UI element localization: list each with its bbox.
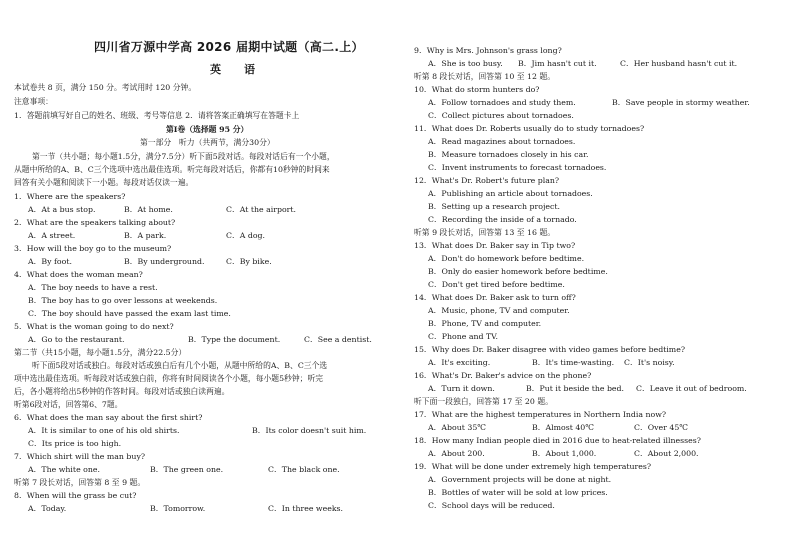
question-13: 13．What does Dr. Baker say in Tip two? xyxy=(414,241,576,250)
option-a: A．Music, phone, TV and computer. xyxy=(428,306,570,315)
option-c: C．Recording the inside of a tornado. xyxy=(428,215,577,224)
option-b: B．At home. xyxy=(124,205,173,214)
option-c: C．Over 45℃ xyxy=(634,423,689,432)
question-15: 15．Why does Dr. Baker disagree with video games before bedtime? xyxy=(414,345,685,354)
option-c: C．Its price is too high. xyxy=(28,439,122,448)
option-c: C．Invent instruments to forecast tornadoes. xyxy=(428,163,607,172)
dialogue-hint: 听第 7 段长对话，回答第 8 至 9 题。 xyxy=(14,478,146,487)
dialogue-hint: 听第 9 段长对话，回答第 13 至 16 题。 xyxy=(414,228,556,237)
notice-line: 1．答题前填写好自己的姓名、班级、考号等信息 2．请将答案正确填写在答题卡上 xyxy=(14,111,300,120)
option-c: C．It's noisy. xyxy=(624,358,675,367)
question-9: 9．Why is Mrs. Johnson's grass long? xyxy=(414,46,562,55)
option-a: A．Turn it down. xyxy=(428,384,495,393)
question-10: 10．What do storm hunters do? xyxy=(414,85,540,94)
question-16: 16．What's Dr. Baker's advice on the phone? xyxy=(414,371,592,380)
option-c: C．By bike. xyxy=(226,257,272,266)
question-4: 4．What does the woman mean? xyxy=(14,270,143,279)
option-b: B．Jim hasn't cut it. xyxy=(518,59,597,68)
option-c: C．School days will be reduced. xyxy=(428,501,555,510)
option-a: A．Go to the restaurant. xyxy=(28,335,125,344)
section2-instructions-line1: 听下面5段对话或独白。每段对话或独白后有几个小题，从题中所给的A、B、C三个选 xyxy=(32,361,328,370)
option-a: A．At a bus stop. xyxy=(28,205,96,214)
question-6: 6．What does the man say about the first shirt? xyxy=(14,413,203,422)
option-a: A．Read magazines about tornadoes. xyxy=(428,137,576,146)
section2-heading: 第二节（共15小题，每小题1.5分，满分22.5分） xyxy=(14,348,187,357)
option-a: A．It is similar to one of his old shirts. xyxy=(28,426,180,435)
option-a: A．About 200. xyxy=(428,449,485,458)
exam-title: 四川省万源中学高 2026 届期中试题（高二.上） xyxy=(94,40,364,54)
volume-heading: 第Ⅰ卷（选择题 95 分） xyxy=(166,125,249,134)
option-a: A．The boy needs to have a rest. xyxy=(28,283,158,292)
option-c: C．About 2,000. xyxy=(634,449,699,458)
option-b: B．Almost 40℃ xyxy=(532,423,594,432)
dialogue-hint: 听第 8 段长对话，回答第 10 至 12 题。 xyxy=(414,72,556,81)
question-19: 19．What will be done under extremely high temperatures? xyxy=(414,462,652,471)
option-c: C．A dog. xyxy=(226,231,266,240)
dialogue-hint: 听第6段对话，回答第6、7题。 xyxy=(14,400,123,409)
question-14: 14．What does Dr. Baker ask to turn off? xyxy=(414,293,576,302)
option-c: C．Don't get tired before bedtime. xyxy=(428,280,565,289)
section1-instructions-line1: 第一节（共小题；每小题1.5分，满分7.5分）听下面5段对话。每段对话后有一个小题， xyxy=(32,152,335,161)
option-a: A．Don't do homework before bedtime. xyxy=(428,254,585,263)
section1-instructions-line2: 从题中所给的A、B、C三个选项中选出最佳选项。听完每段对话后，你都有10秒钟的时间来 xyxy=(14,165,330,174)
subject-title: 英 语 xyxy=(210,63,261,76)
option-a: A．Publishing an article about tornadoes. xyxy=(428,189,593,198)
option-c: C．The black one. xyxy=(268,465,340,474)
option-c: C．In three weeks. xyxy=(268,504,344,513)
monologue-hint: 听下面一段独白，回答第 17 至 20 题。 xyxy=(414,397,553,406)
question-2: 2．What are the speakers talking about? xyxy=(14,218,176,227)
question-7: 7．Which shirt will the man buy? xyxy=(14,452,146,461)
option-a: A．Today. xyxy=(28,504,67,513)
option-b: B．It's time-wasting. xyxy=(532,358,615,367)
question-1: 1．Where are the speakers? xyxy=(14,192,126,201)
option-a: A．It's exciting. xyxy=(428,358,491,367)
option-b: B．The green one. xyxy=(150,465,224,474)
option-b: B．Save people in stormy weather. xyxy=(612,98,750,107)
question-3: 3．How will the boy go to the museum? xyxy=(14,244,172,253)
notice-title: 注意事项： xyxy=(14,97,53,106)
option-c: C．Phone and TV. xyxy=(428,332,498,341)
question-11: 11．What does Dr. Roberts usually do to study tornadoes? xyxy=(414,124,645,133)
question-5: 5．What is the woman going to do next? xyxy=(14,322,174,331)
question-8: 8．When will the grass be cut? xyxy=(14,491,137,500)
option-c: C．Leave it out of bedroom. xyxy=(636,384,747,393)
option-a: A．She is too busy. xyxy=(428,59,503,68)
option-c: C．Her husband hasn't cut it. xyxy=(620,59,738,68)
option-c: C．Collect pictures about tornadoes. xyxy=(428,111,574,120)
option-c: C．At the airport. xyxy=(226,205,297,214)
option-b: B．About 1,000. xyxy=(532,449,597,458)
part-heading: 第一部分 听力（共两节，满分30分） xyxy=(140,138,275,147)
option-c: C．See a dentist. xyxy=(304,335,372,344)
option-a: A．Follow tornadoes and study them. xyxy=(428,98,576,107)
option-b: B．Only do easier homework before bedtime. xyxy=(428,267,608,276)
option-b: B．Type the document. xyxy=(188,335,281,344)
option-a: A．Government projects will be done at night. xyxy=(428,475,612,484)
option-b: B．Put it beside the bed. xyxy=(526,384,625,393)
option-c: C．The boy should have passed the exam last time. xyxy=(28,309,231,318)
option-a: A．The white one. xyxy=(28,465,100,474)
question-18: 18．How many Indian people died in 2016 due to heat-related illnesses? xyxy=(414,436,701,445)
option-b: B．The boy has to go over lessons at weekends. xyxy=(28,296,218,305)
option-b: B．Tomorrow. xyxy=(150,504,206,513)
option-a: A．By foot. xyxy=(28,257,72,266)
option-b: B．Setting up a research project. xyxy=(428,202,560,211)
option-b: B．A park. xyxy=(124,231,167,240)
intro-line: 本试卷共 8 页，满分 150 分。考试用时 120 分钟。 xyxy=(14,83,197,92)
section2-instructions-line2: 项中选出最佳选项。听每段对话或独白前，你将有时间阅读各个小题，每小题5秒钟；听完 xyxy=(14,374,324,383)
option-a: A．A street. xyxy=(28,231,76,240)
option-b: B．Measure tornadoes closely in his car. xyxy=(428,150,589,159)
option-b: B．Bottles of water will be sold at low prices. xyxy=(428,488,608,497)
section1-instructions-line3: 回答有关小题和阅读下一小题。每段对话仅读一遍。 xyxy=(14,178,194,187)
option-b: B．Its color doesn't suit him. xyxy=(252,426,367,435)
section2-instructions-line3: 后，各小题将给出5秒钟的作答时间。每段对话或独白读两遍。 xyxy=(14,387,230,396)
option-b: B．By underground. xyxy=(124,257,205,266)
question-12: 12．What's Dr. Robert's future plan? xyxy=(414,176,560,185)
question-17: 17．What are the highest temperatures in Northern India now? xyxy=(414,410,667,419)
option-a: A．About 35℃ xyxy=(428,423,487,432)
option-b: B．Phone, TV and computer. xyxy=(428,319,542,328)
